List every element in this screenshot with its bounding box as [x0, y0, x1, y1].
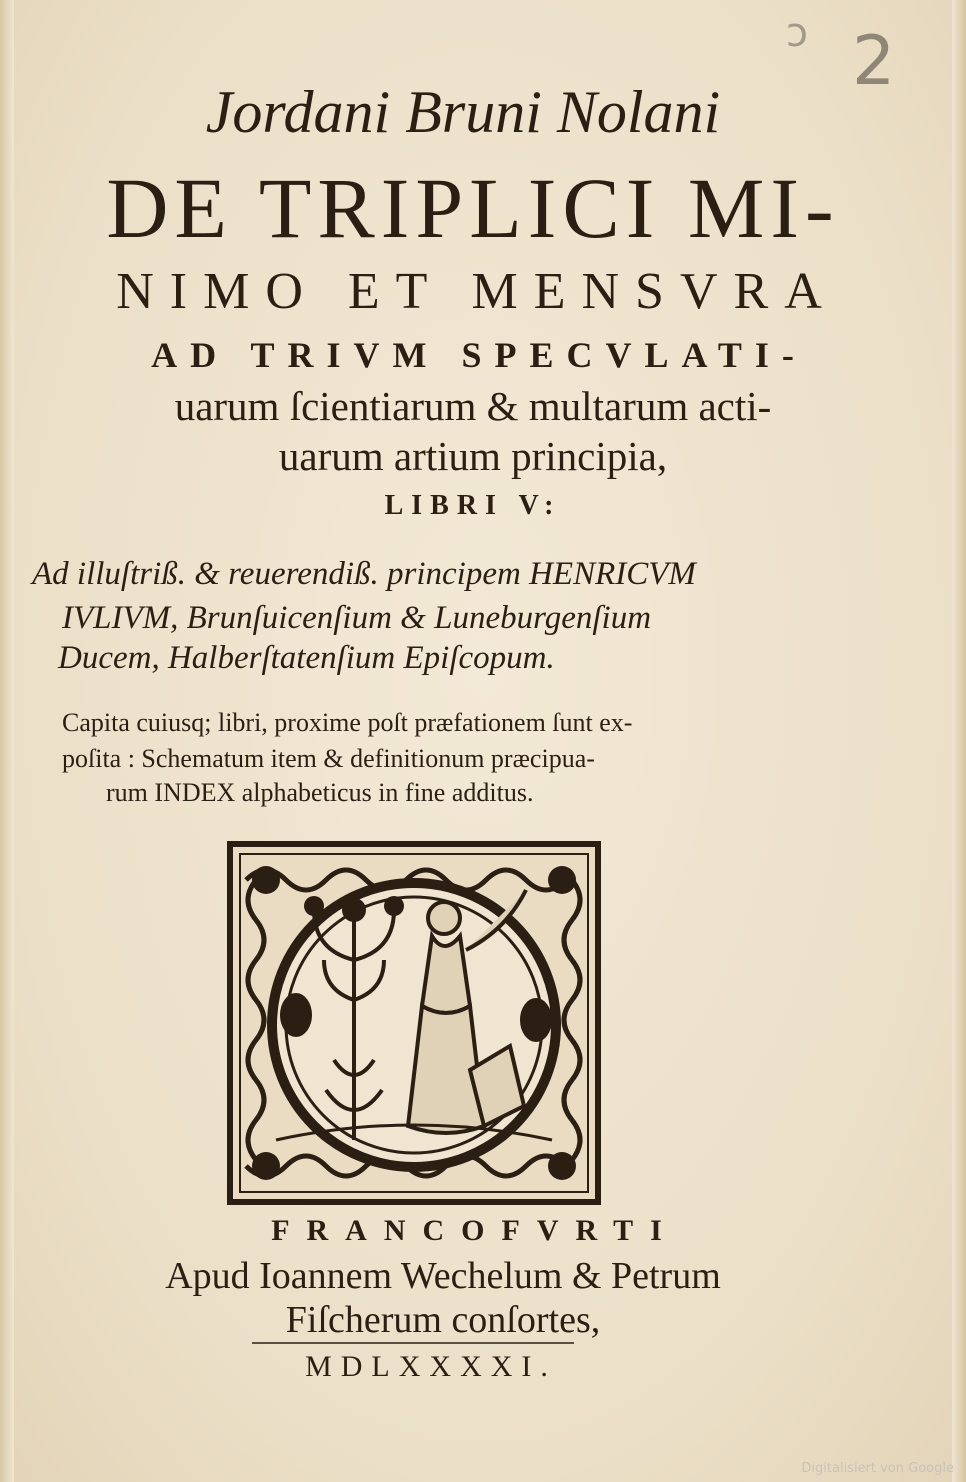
title-line-6: LIBRI V: [384, 490, 562, 521]
dedication-line-3: Ducem, Halberſtatenſium Epiſcopum. [58, 640, 555, 676]
imprint-year: MDLXXXXI. [305, 1350, 557, 1383]
contents-line-1: Capita cuiusq; libri, proxime poſt præfationem ſunt ex- [62, 708, 633, 737]
imprint-printers-line-2: Fiſcherum conſortes, [285, 1299, 601, 1341]
dedication-line-1: Ad illuſtriß. & reuerendiß. principem HENRICVM [32, 556, 696, 592]
handwritten-mark-a: ɔ [786, 10, 808, 56]
dedication-line-2: IVLIVM, Brunſuicenſium & Luneburgenſium [62, 600, 652, 636]
digitization-watermark: Digitalisiert von Google [801, 1461, 954, 1476]
handwritten-mark-b: 2 [852, 22, 896, 101]
title-line-4: uarum ſcientiarum & multarum acti- [174, 383, 772, 429]
imprint-printers-line-1: Apud Ioannem Wechelum & Petrum [165, 1255, 721, 1297]
imprint-rule [252, 1342, 574, 1344]
printers-device-woodcut [226, 840, 602, 1206]
contents-line-2: poſita : Schematum item & definitionum præcipua- [62, 744, 595, 773]
contents-line-3: rum INDEX alphabeticus in fine additus. [106, 778, 534, 807]
author-line: Jordani Bruni Nolani [205, 79, 721, 145]
title-line-2: NIMO ET MENSVRA [116, 263, 838, 320]
imprint-place: FRANCOFVRTI [271, 1214, 679, 1247]
title-line-5: uarum artium principia, [278, 433, 668, 479]
title-line-1: DE TRIPLICI MI- [106, 160, 840, 256]
title-line-3: AD TRIVM SPECVLATI- [151, 335, 807, 375]
